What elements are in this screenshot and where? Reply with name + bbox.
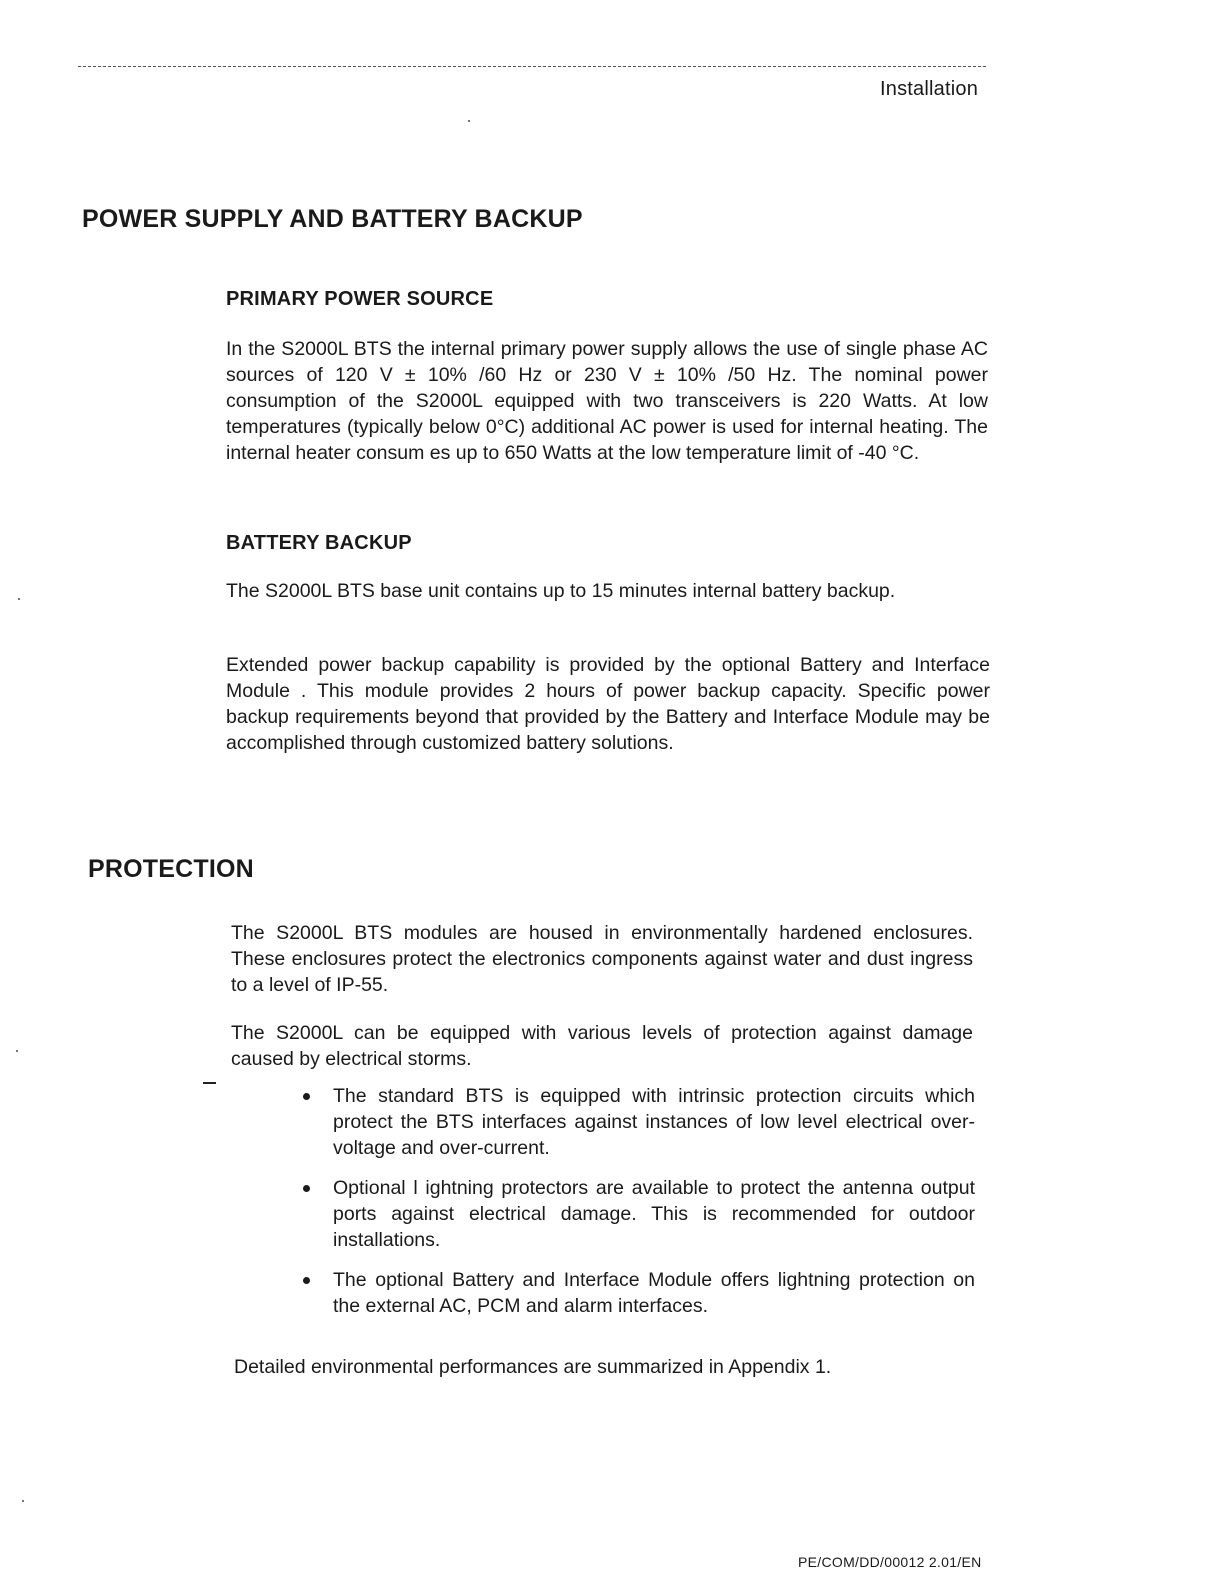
bullet-text: The optional Battery and Interface Module offers lightning protection on the external AC, PCM and alarm interfaces. — [333, 1269, 975, 1317]
protection-bullet-item — [303, 1175, 975, 1253]
protection-paragraph-1: The S2000L BTS modules are housed in environmentally hardened enclosures. These enclosures protect the electronics components against water and dust ingress to a level of IP-55. — [231, 922, 973, 996]
header-rule — [78, 66, 986, 67]
subsection-title-battery: BATTERY BACKUP — [226, 532, 412, 554]
margin-dash-mark — [203, 1082, 216, 1084]
primary-power-paragraph: In the S2000L BTS the internal primary power supply allows the use of single phase AC sources of 120 V ± 10% /60 Hz or 230 V ± 10% /50 Hz. The nominal power consumption of the S2000L equipped with two transceivers is 220 Watts. At low temperatures (typically below 0°C) additional AC power is used for internal heating. The internal heater consum es up to 650 Watts at the low temperature limit of -40 °C. — [226, 338, 988, 464]
battery-paragraph-1: The S2000L BTS base unit contains up to 15 minutes internal battery backup. — [226, 580, 896, 602]
scan-speck — [18, 598, 20, 600]
subsection-title-primary: PRIMARY POWER SOURCE — [226, 288, 494, 310]
section-title-power: POWER SUPPLY AND BATTERY BACKUP — [82, 205, 583, 233]
battery-paragraph-2: Extended power backup capability is provided by the optional Battery and Interface Module . This module provides 2 hours of power backup capacity. Specific power backup requirements beyond that provided by the Battery and Interface Module may be accomplished through customized battery solutions. — [226, 654, 990, 754]
bullet-dot-icon — [303, 1277, 310, 1284]
document-code: PE/COM/DD/00012 2.01/EN — [798, 1554, 982, 1570]
scan-speck — [16, 1050, 18, 1052]
protection-bullet-item — [303, 1083, 975, 1161]
bullet-text: The standard BTS is equipped with intrinsic protection circuits which protect the BTS interfaces against instances of low level electrical over-voltage and over-current. — [333, 1085, 975, 1159]
bullet-text: Optional l ightning protectors are available to protect the antenna output ports against electrical damage. This is recommended for outdoor installations. — [333, 1177, 975, 1251]
section-title-protection: PROTECTION — [88, 855, 254, 883]
bullet-dot-icon — [303, 1093, 310, 1100]
protection-bullet-item — [303, 1267, 975, 1319]
running-header: Installation — [880, 78, 979, 100]
bullet-dot-icon — [303, 1185, 310, 1192]
scan-speck — [468, 120, 470, 122]
closing-paragraph: Detailed environmental performances are summarized in Appendix 1. — [234, 1356, 832, 1378]
scan-speck — [22, 1500, 24, 1502]
protection-bullet-list — [303, 1083, 975, 1333]
protection-paragraph-2: The S2000L can be equipped with various levels of protection against damage caused by electrical storms. — [231, 1022, 973, 1070]
